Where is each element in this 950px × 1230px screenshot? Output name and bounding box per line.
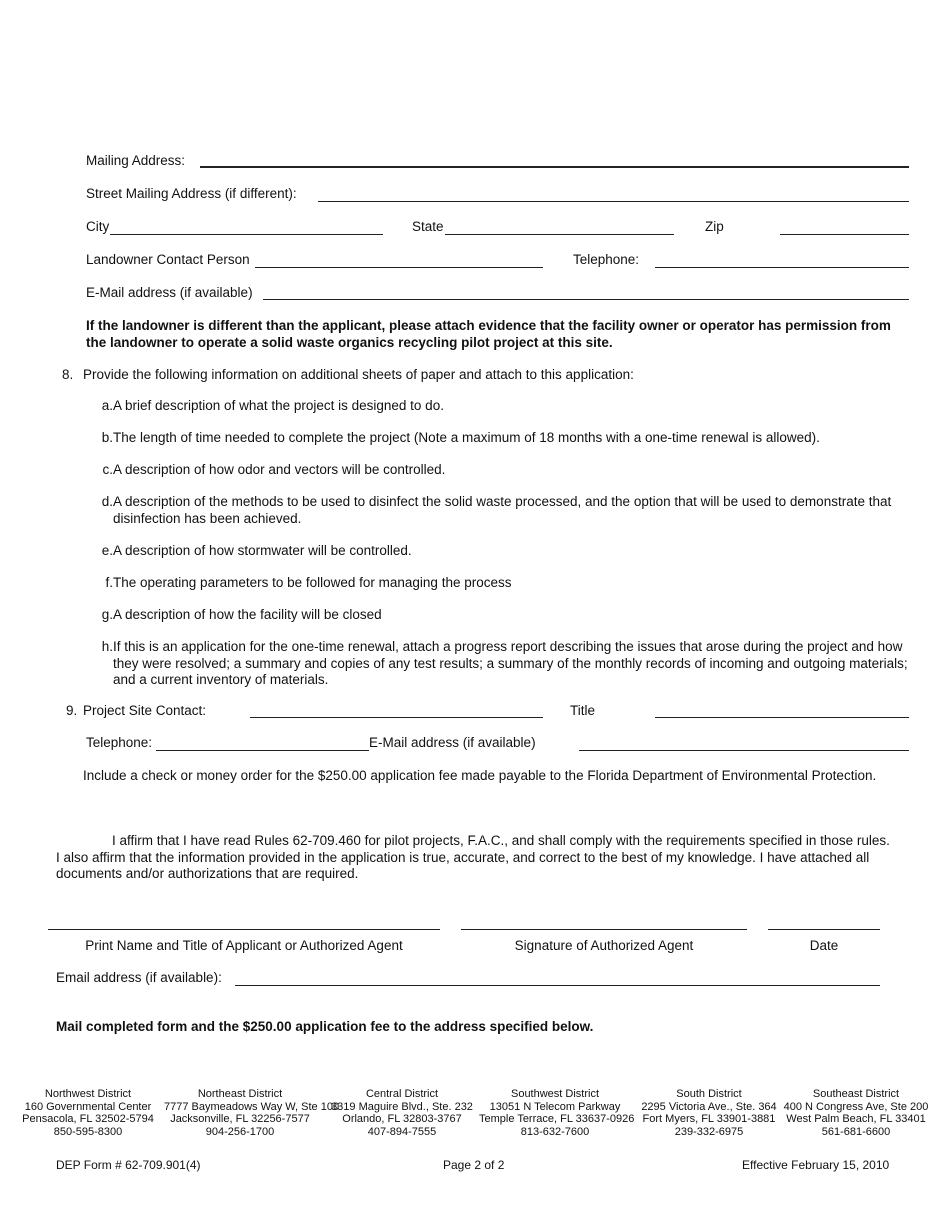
- city-field[interactable]: [110, 234, 383, 235]
- street-mailing-address-field[interactable]: [318, 201, 909, 202]
- landowner-permission-note: If the landowner is different than the applicant, please attach evidence that the facility owner or operator has permission from the landowner to operate a solid waste organics recycling pilot project at this site.: [86, 318, 891, 350]
- landowner-email-label: E-Mail address (if available): [86, 285, 253, 300]
- district-city: Temple Terrace, FL 33637-0926: [479, 1113, 635, 1126]
- district-phone: 813-632-7600: [520, 1125, 590, 1138]
- list-item: [94, 398, 914, 415]
- landowner-contact-field[interactable]: [255, 267, 543, 268]
- date-label: Date: [809, 938, 839, 953]
- district-northeast: [164, 1088, 340, 1138]
- district-street: 160 Governmental Center: [24, 1100, 152, 1113]
- date-line[interactable]: [768, 929, 880, 930]
- district-phone: 561-681-6600: [821, 1125, 891, 1138]
- mailing-address-field[interactable]: [200, 166, 909, 168]
- district-street: 400 N Congress Ave, Ste 200: [783, 1100, 929, 1113]
- list-item: [94, 607, 914, 624]
- item-label: d.: [101, 494, 113, 509]
- district-street: 3319 Maguire Blvd., Ste. 232: [331, 1100, 473, 1113]
- item-text: If this is an application for the one-time renewal, attach a progress report describing the issues that arose during the project and how they were resolved; a summary and copies of any test results; a summary of the monthly records of incoming and outgoing materials; and a current inventory of materials.: [113, 639, 908, 687]
- signature-label: Signature of Authorized Agent: [514, 938, 694, 953]
- form-number: DEP Form # 62-709.901(4): [56, 1158, 201, 1172]
- list-item: [94, 543, 914, 560]
- district-name: Northwest District: [44, 1088, 132, 1100]
- district-name: Central District: [365, 1088, 439, 1100]
- list-item: [94, 494, 914, 526]
- applicant-email-field[interactable]: [235, 985, 880, 986]
- item-text: A brief description of what the project is designed to do.: [113, 398, 444, 413]
- applicant-email-label: Email address (if available):: [56, 970, 222, 985]
- list-item: [94, 430, 914, 447]
- section-9-number: 9.: [66, 703, 78, 718]
- item-label: g.: [101, 607, 113, 622]
- site-contact-field[interactable]: [250, 717, 543, 718]
- section-8-number: 8.: [62, 367, 74, 382]
- district-street: 13051 N Telecom Parkway: [489, 1100, 621, 1113]
- district-street: 7777 Baymeadows Way W, Ste 100: [164, 1100, 340, 1113]
- item-label: b.: [101, 430, 113, 445]
- effective-date: Effective February 15, 2010: [742, 1158, 890, 1172]
- state-label: State: [412, 219, 444, 234]
- site-email-field[interactable]: [579, 750, 909, 751]
- city-label: City: [86, 219, 110, 234]
- item-text: The length of time needed to complete the project (Note a maximum of 18 months with a one-time renewal is allowed).: [113, 430, 820, 445]
- list-item: [94, 575, 914, 592]
- district-phone: 904-256-1700: [205, 1125, 275, 1138]
- site-contact-label: Project Site Contact:: [83, 703, 207, 718]
- print-name-label: Print Name and Title of Applicant or Authorized Agent: [85, 938, 403, 953]
- district-southwest: [479, 1088, 635, 1138]
- state-field[interactable]: [445, 234, 674, 235]
- district-central: [326, 1088, 478, 1138]
- district-name: South District: [676, 1088, 742, 1100]
- print-name-line[interactable]: [48, 929, 440, 930]
- item-text: A description of how stormwater will be controlled.: [113, 543, 412, 558]
- item-text: A description of how the facility will be closed: [113, 607, 382, 622]
- zip-label: Zip: [705, 219, 724, 234]
- item-label: h.: [101, 639, 113, 654]
- mailing-address-label: Mailing Address:: [86, 153, 186, 168]
- district-name: Southeast District: [812, 1088, 900, 1100]
- district-city: Orlando, FL 32803-3767: [342, 1113, 462, 1126]
- site-email-label: E-Mail address (if available): [369, 735, 536, 750]
- site-telephone-label: Telephone:: [86, 735, 153, 750]
- site-title-field[interactable]: [655, 717, 909, 718]
- item-label: c.: [102, 462, 113, 477]
- landowner-telephone-label: Telephone:: [573, 252, 640, 267]
- district-city: Jacksonville, FL 32256-7577: [170, 1113, 310, 1126]
- street-mailing-address-label: Street Mailing Address (if different):: [86, 186, 297, 201]
- section-8-intro: Provide the following information on additional sheets of paper and attach to this application:: [83, 367, 634, 382]
- landowner-email-field[interactable]: [263, 299, 909, 300]
- district-phone: 850-595-8300: [53, 1125, 123, 1138]
- district-southeast: [780, 1088, 932, 1138]
- page-number: Page 2 of 2: [443, 1158, 505, 1172]
- item-label: f.: [105, 575, 113, 590]
- landowner-telephone-field[interactable]: [655, 267, 909, 268]
- district-city: Fort Myers, FL 33901-3881: [642, 1113, 776, 1126]
- district-city: West Palm Beach, FL 33401: [786, 1113, 926, 1126]
- district-name: Northeast District: [197, 1088, 283, 1100]
- affirmation-text: I affirm that I have read Rules 62-709.460 for pilot projects, F.A.C., and shall comply with the requirements specified in those rules. I also affirm that the information provided in the application is true, accurate, and correct to the best of my knowledge. I have attached all documents and/or authorizations that are required.: [56, 833, 890, 881]
- site-title-label: Title: [570, 703, 596, 718]
- district-name: Southwest District: [510, 1088, 600, 1100]
- list-item: [94, 462, 914, 479]
- item-label: e.: [101, 543, 113, 558]
- item-text: The operating parameters to be followed for managing the process: [113, 575, 512, 590]
- district-south: [633, 1088, 785, 1138]
- district-phone: 239-332-6975: [674, 1125, 744, 1138]
- mail-instruction: Mail completed form and the $250.00 application fee to the address specified below.: [56, 1019, 594, 1034]
- item-label: a.: [101, 398, 113, 413]
- landowner-contact-label: Landowner Contact Person: [86, 252, 250, 267]
- item-text: A description of how odor and vectors will be controlled.: [113, 462, 446, 477]
- list-item: [94, 639, 914, 687]
- site-telephone-field[interactable]: [156, 750, 369, 751]
- item-text: A description of the methods to be used to disinfect the solid waste processed, and the option that will be used to demonstrate that disinfection has been achieved.: [113, 494, 892, 526]
- district-northwest: [12, 1088, 164, 1138]
- district-city: Pensacola, FL 32502-5794: [22, 1113, 154, 1126]
- district-phone: 407-894-7555: [367, 1125, 437, 1138]
- fee-note: Include a check or money order for the $250.00 application fee made payable to the Florida Department of Environmental Protection.: [83, 768, 877, 783]
- signature-line[interactable]: [461, 929, 747, 930]
- zip-field[interactable]: [780, 234, 909, 235]
- district-street: 2295 Victoria Ave., Ste. 364: [641, 1100, 777, 1113]
